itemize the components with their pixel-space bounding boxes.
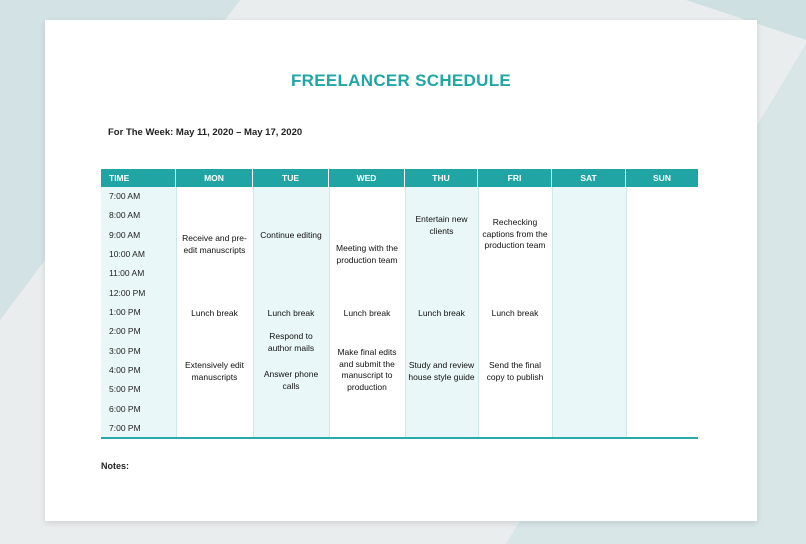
- time-label: 4:00 PM: [109, 365, 141, 375]
- event-fri-lunch: Lunch break: [491, 308, 539, 318]
- event-mon-lunch: Lunch break: [191, 308, 238, 318]
- column-divider: [329, 187, 330, 437]
- event-thu-morning: Entertain new clients: [415, 214, 468, 236]
- header-mon: MON: [176, 169, 253, 187]
- week-range: For The Week: May 11, 2020 – May 17, 2020: [108, 127, 303, 138]
- time-label: 5:00 PM: [109, 384, 141, 394]
- header-tue: TUE: [253, 169, 329, 187]
- event-thu-afternoon: Study and review house style guide: [408, 360, 475, 382]
- event-wed-lunch: Lunch break: [343, 308, 391, 318]
- time-label: 11:00 AM: [109, 268, 145, 278]
- column-divider: [552, 187, 553, 437]
- notes-label: Notes:: [101, 461, 130, 471]
- event-tue-lunch: Lunch break: [267, 308, 315, 318]
- time-label: 7:00 PM: [109, 423, 141, 433]
- time-label: 8:00 AM: [109, 210, 141, 220]
- sat-column: [552, 187, 626, 437]
- time-label: 9:00 AM: [109, 230, 141, 240]
- header-time: TIME: [101, 169, 176, 187]
- event-tue-mails: Respond to author mails: [267, 331, 315, 353]
- event-mon-afternoon: Extensively edit manuscripts: [184, 360, 245, 382]
- header-wed: WED: [329, 169, 405, 187]
- table-header: [101, 169, 698, 187]
- header-sun: SUN: [653, 173, 671, 183]
- event-wed-morning: Meeting with the production team: [336, 243, 398, 265]
- header-sat: SAT: [552, 169, 626, 187]
- time-label: 1:00 PM: [109, 307, 141, 317]
- event-tue-morning: Continue editing: [260, 230, 322, 240]
- column-divider: [478, 187, 479, 437]
- schedule-table: [101, 169, 698, 439]
- time-label: 2:00 PM: [109, 326, 141, 336]
- event-fri-morning: Rechecking captions from the production team: [482, 217, 548, 250]
- column-divider: [176, 187, 177, 437]
- table-bottom-rule: [101, 437, 698, 439]
- time-label: 6:00 PM: [109, 404, 141, 414]
- header-fri: FRI: [478, 169, 552, 187]
- column-divider: [253, 187, 254, 437]
- time-label: 7:00 AM: [109, 191, 141, 201]
- event-wed-afternoon: Make final edits and submit the manuscript to production: [337, 347, 397, 392]
- header-thu: THU: [405, 169, 478, 187]
- time-label: 3:00 PM: [109, 346, 141, 356]
- column-divider: [626, 187, 627, 437]
- time-label: 12:00 PM: [109, 288, 146, 298]
- event-thu-lunch: Lunch break: [418, 308, 465, 318]
- column-divider: [405, 187, 406, 437]
- event-tue-calls: Answer phone calls: [263, 369, 319, 391]
- event-fri-afternoon: Send the final copy to publish: [486, 360, 544, 382]
- document-title: FREELANCER SCHEDULE: [290, 71, 512, 90]
- sun-column: [626, 187, 698, 437]
- event-mon-morning: Receive and pre-edit manuscripts: [182, 233, 247, 255]
- time-label: 10:00 AM: [109, 249, 145, 259]
- schedule-document: [45, 20, 757, 521]
